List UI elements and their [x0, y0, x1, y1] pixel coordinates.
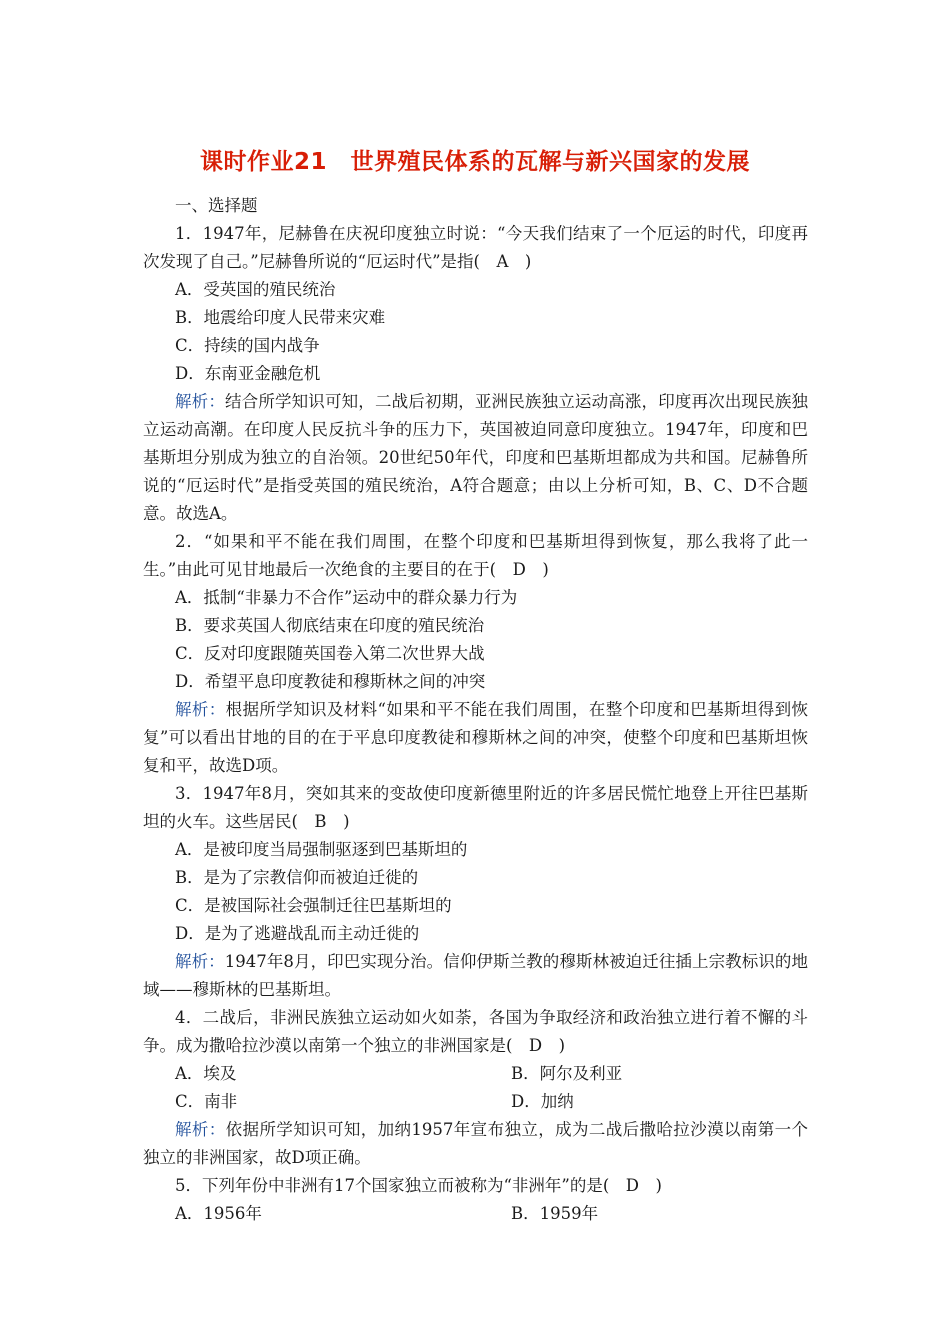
analysis-label: 解析：	[175, 1120, 226, 1139]
analysis-text: 结合所学知识可知，二战后初期，亚洲民族独立运动高涨，印度再次出现民族独立运动高潮。在印度人民反抗斗争的压力下，英国被迫同意印度独立。1947年，印度和巴基斯坦分别成为独立的自治领。20世纪50年代，印度和巴基斯坦都成为共和国。尼赫鲁所说的“厄运时代”是指受英国的殖民统治，A符合题意；由以上分析可知，B、C、D不合题意。故选A。	[143, 392, 809, 523]
analysis-label: 解析：	[175, 952, 225, 971]
question-stem: 4．二战后，非洲民族独立运动如火如荼，各国为争取经济和政治独立进行着不懈的斗争。成为撒哈拉沙漠以南第一个独立的非洲国家是( D )	[143, 1008, 808, 1055]
option-c: C．持续的国内战争	[175, 336, 320, 355]
option-c: C．是被国际社会强制迁往巴基斯坦的	[175, 896, 452, 915]
option-b: B．地震给印度人民带来灾难	[175, 308, 386, 327]
analysis	[143, 1116, 808, 1172]
option-a: A．抵制“非暴力不合作”运动中的群众暴力行为	[175, 588, 518, 607]
analysis-text: 1947年8月，印巴实现分治。信仰伊斯兰教的穆斯林被迫迁往插上宗教标识的地域——穆斯林的巴基斯坦。	[143, 952, 808, 999]
question-stem: 1．1947年，尼赫鲁在庆祝印度独立时说：“今天我们结束了一个厄运的时代，印度再次发现了自己。”尼赫鲁所说的“厄运时代”是指( A )	[143, 224, 808, 271]
option-row	[143, 1060, 808, 1088]
question-stem: 2．“如果和平不能在我们周围，在整个印度和巴基斯坦得到恢复，那么我将了此一生。”由此可见甘地最后一次绝食的主要目的在于( D )	[143, 532, 808, 579]
option-a: A．埃及	[175, 1064, 237, 1083]
section-heading: 一、选择题	[175, 196, 258, 215]
analysis-label: 解析：	[175, 392, 225, 411]
analysis-label: 解析：	[175, 700, 226, 719]
option-row	[143, 1088, 808, 1116]
document-body	[143, 192, 808, 1228]
analysis	[143, 696, 808, 780]
option-c: C．反对印度跟随英国卷入第二次世界大战	[175, 644, 485, 663]
option-b: B．是为了宗教信仰而被迫迁徙的	[175, 868, 419, 887]
option-a: A．受英国的殖民统治	[175, 280, 336, 299]
option-d: D．希望平息印度教徒和穆斯林之间的冲突	[175, 672, 486, 691]
option-b: B．要求英国人彻底结束在印度的殖民统治	[175, 616, 485, 635]
analysis	[143, 948, 808, 1004]
option-a: A．1956年	[175, 1204, 262, 1223]
option-c: C．南非	[175, 1092, 238, 1111]
document-title: 课时作业21 世界殖民体系的瓦解与新兴国家的发展	[199, 149, 750, 175]
analysis	[143, 388, 808, 528]
analysis-text: 根据所学知识及材料“如果和平不能在我们周围，在整个印度和巴基斯坦得到恢复”可以看出甘地的目的在于平息印度教徒和穆斯林之间的冲突，使整个印度和巴基斯坦恢复和平，故选D项。	[143, 700, 808, 775]
question-stem: 3．1947年8月，突如其来的变故使印度新德里附近的许多居民慌忙地登上开往巴基斯坦的火车。这些居民( B )	[143, 784, 808, 831]
option-a: A．是被印度当局强制驱逐到巴基斯坦的	[175, 840, 468, 859]
option-row	[143, 1200, 808, 1228]
option-d: D．是为了逃避战乱而主动迁徙的	[175, 924, 420, 943]
question-stem: 5．下列年份中非洲有17个国家独立而被称为“非洲年”的是( D )	[175, 1176, 662, 1195]
option-d: D．东南亚金融危机	[175, 364, 321, 383]
option-d: D．加纳	[511, 1092, 574, 1111]
option-b: B．1959年	[511, 1204, 599, 1223]
option-b: B．阿尔及利亚	[511, 1064, 623, 1083]
analysis-text: 依据所学知识可知，加纳1957年宣布独立，成为二战后撒哈拉沙漠以南第一个独立的非洲国家，故D项正确。	[143, 1120, 809, 1167]
